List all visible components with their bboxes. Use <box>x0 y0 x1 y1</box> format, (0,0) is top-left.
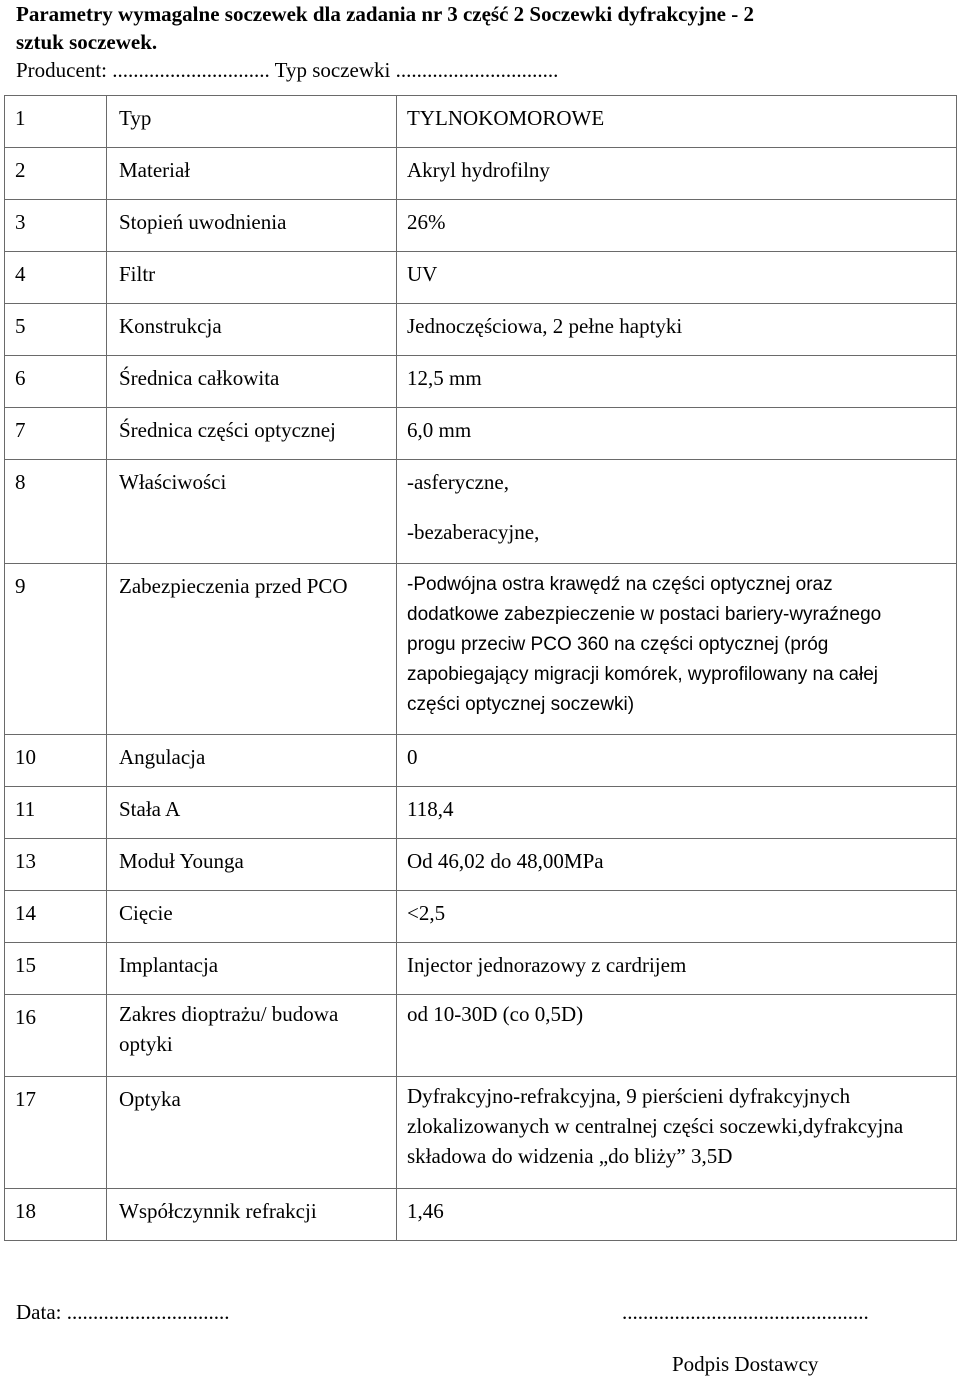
parameter-value-cell <box>397 408 957 460</box>
document-title-line-2: sztuk soczewek. <box>16 30 158 54</box>
parameter-name-cell <box>107 460 397 564</box>
row-number-cell <box>5 148 107 200</box>
parameter-value: UV <box>407 262 438 286</box>
row-number: 16 <box>15 1005 36 1029</box>
row-number-cell <box>5 943 107 995</box>
table-row <box>5 943 957 995</box>
parameter-name <box>107 995 396 1069</box>
parameter-value: Od 46,02 do 48,00MPa <box>407 849 604 873</box>
parameter-name: Stopień uwodnienia <box>119 210 287 234</box>
parameter-value: 0 <box>407 745 418 769</box>
name-line: optyki <box>119 1032 173 1056</box>
name-line: Zakres dioptrażu/ budowa <box>119 1002 339 1026</box>
date-field: Data: ............................... <box>16 1300 230 1324</box>
value-line: dodatkowe zabezpieczenie w postaci bariery-wyraźnego <box>407 604 882 625</box>
parameter-name: Materiał <box>119 158 191 182</box>
row-number-cell <box>5 356 107 408</box>
parameter-value: 118,4 <box>407 797 454 821</box>
parameter-name-cell <box>107 148 397 200</box>
parameter-name-cell <box>107 943 397 995</box>
row-number: 14 <box>15 901 36 925</box>
row-number-cell <box>5 200 107 252</box>
parameter-name-cell <box>107 1077 397 1189</box>
parameter-value <box>397 460 956 554</box>
parameters-table <box>4 95 957 1241</box>
table-row <box>5 891 957 943</box>
table-row <box>5 460 957 564</box>
row-number-cell <box>5 96 107 148</box>
table-row <box>5 1077 957 1189</box>
row-number: 10 <box>15 745 36 769</box>
parameter-value: Jednoczęściowa, 2 pełne haptyki <box>407 314 683 338</box>
parameter-name-cell <box>107 1189 397 1241</box>
parameter-value-cell <box>397 1189 957 1241</box>
row-number-cell <box>5 1077 107 1189</box>
table-row <box>5 304 957 356</box>
parameter-value-cell <box>397 148 957 200</box>
row-number-cell <box>5 787 107 839</box>
parameter-name-cell <box>107 891 397 943</box>
producer-line: Producent: .............................. Typ soczewki ............................... <box>16 58 559 82</box>
parameter-name-cell <box>107 564 397 735</box>
value-line: Dyfrakcyjno-refrakcyjna, 9 pierścieni dyfrakcyjnych <box>407 1084 851 1108</box>
signature-label: Podpis Dostawcy <box>672 1352 819 1376</box>
table-row <box>5 787 957 839</box>
row-number: 8 <box>15 470 26 494</box>
parameter-name: Implantacja <box>119 953 219 977</box>
parameter-value: 26% <box>407 210 446 234</box>
parameter-name: Właściwości <box>119 470 227 494</box>
value-line: -Podwójna ostra krawędź na części optycznej oraz <box>407 574 833 595</box>
row-number-cell <box>5 460 107 564</box>
table-row <box>5 408 957 460</box>
parameter-value: 6,0 mm <box>407 418 472 442</box>
parameter-value: Injector jednorazowy z cardrijem <box>407 953 687 977</box>
row-number: 1 <box>15 106 26 130</box>
table-row <box>5 1189 957 1241</box>
parameter-name-cell <box>107 839 397 891</box>
parameter-name: Optyka <box>119 1087 181 1111</box>
parameter-value: 1,46 <box>407 1199 444 1223</box>
parameter-name: Zabezpieczenia przed PCO <box>119 574 348 598</box>
parameter-value-cell <box>397 200 957 252</box>
parameter-name: Typ <box>119 106 152 130</box>
parameter-name-cell <box>107 735 397 787</box>
parameter-name: Cięcie <box>119 901 173 925</box>
row-number: 7 <box>15 418 26 442</box>
parameter-name-cell <box>107 252 397 304</box>
parameter-name: Filtr <box>119 262 156 286</box>
parameter-name: Współczynnik refrakcji <box>119 1199 317 1223</box>
value-line: -bezaberacyjne, <box>407 520 540 544</box>
row-number-cell <box>5 891 107 943</box>
parameter-name-cell <box>107 356 397 408</box>
row-number: 4 <box>15 262 26 286</box>
parameter-value-cell <box>397 995 957 1077</box>
row-number: 9 <box>15 574 26 598</box>
parameter-value-cell <box>397 460 957 564</box>
parameter-name-cell <box>107 995 397 1077</box>
parameter-name: Konstrukcja <box>119 314 222 338</box>
row-number: 15 <box>15 953 36 977</box>
parameter-value: 12,5 mm <box>407 366 482 390</box>
parameter-value-cell <box>397 356 957 408</box>
parameter-value-cell <box>397 1077 957 1189</box>
parameter-name-cell <box>107 787 397 839</box>
row-number-cell <box>5 1189 107 1241</box>
parameter-value-cell <box>397 252 957 304</box>
parameter-name-cell <box>107 200 397 252</box>
document-title-line-1: Parametry wymagalne soczewek dla zadania nr 3 część 2 Soczewki dyfrakcyjne - 2 <box>16 2 754 26</box>
row-number-cell <box>5 564 107 735</box>
value-line: zlokalizowanych w centralnej części soczewki,dyfrakcyjna <box>407 1114 904 1138</box>
parameter-name: Moduł Younga <box>119 849 244 873</box>
value-line: składowa do widzenia „do bliży” 3,5D <box>407 1144 733 1168</box>
row-number: 17 <box>15 1087 36 1111</box>
table-row <box>5 148 957 200</box>
table-row <box>5 356 957 408</box>
table-row <box>5 564 957 735</box>
value-line: progu przeciw PCO 360 na części optycznej (próg <box>407 634 829 655</box>
signature-line: ............................................... <box>622 1300 869 1324</box>
parameter-value: Akryl hydrofilny <box>407 158 550 182</box>
parameter-value-cell <box>397 735 957 787</box>
parameter-value <box>397 1077 956 1181</box>
parameter-name-cell <box>107 408 397 460</box>
row-number: 13 <box>15 849 36 873</box>
parameter-name-cell <box>107 96 397 148</box>
row-number: 3 <box>15 210 26 234</box>
parameter-value-cell <box>397 839 957 891</box>
row-number: 11 <box>15 797 36 821</box>
row-number-cell <box>5 839 107 891</box>
parameter-value: TYLNOKOMOROWE <box>407 106 605 130</box>
parameter-name: Średnica części optycznej <box>119 418 336 442</box>
row-number: 5 <box>15 314 26 338</box>
parameter-value <box>397 564 956 730</box>
row-number: 6 <box>15 366 26 390</box>
value-line: zapobiegający migracji komórek, wyprofilowany na całej <box>407 664 878 685</box>
row-number-cell <box>5 408 107 460</box>
parameter-value-cell <box>397 943 957 995</box>
parameter-value-cell <box>397 564 957 735</box>
document-heading <box>16 0 946 84</box>
parameter-value: od 10-30D (co 0,5D) <box>407 1002 584 1026</box>
table-row <box>5 995 957 1077</box>
parameter-value-cell <box>397 96 957 148</box>
table-row <box>5 200 957 252</box>
parameter-name: Średnica całkowita <box>119 366 280 390</box>
table-row <box>5 96 957 148</box>
parameter-name: Angulacja <box>119 745 206 769</box>
row-number: 2 <box>15 158 26 182</box>
row-number-cell <box>5 304 107 356</box>
table-row <box>5 252 957 304</box>
parameter-value: <2,5 <box>407 901 446 925</box>
value-line: -asferyczne, <box>407 470 510 494</box>
row-number-cell <box>5 735 107 787</box>
table-row <box>5 735 957 787</box>
parameter-name: Stała A <box>119 797 181 821</box>
row-number-cell <box>5 995 107 1077</box>
parameter-value-cell <box>397 787 957 839</box>
table-row <box>5 839 957 891</box>
row-number-cell <box>5 252 107 304</box>
parameter-value-cell <box>397 304 957 356</box>
value-line: części optycznej soczewki) <box>407 694 635 715</box>
parameter-name-cell <box>107 304 397 356</box>
row-number: 18 <box>15 1199 36 1223</box>
parameter-value-cell <box>397 891 957 943</box>
